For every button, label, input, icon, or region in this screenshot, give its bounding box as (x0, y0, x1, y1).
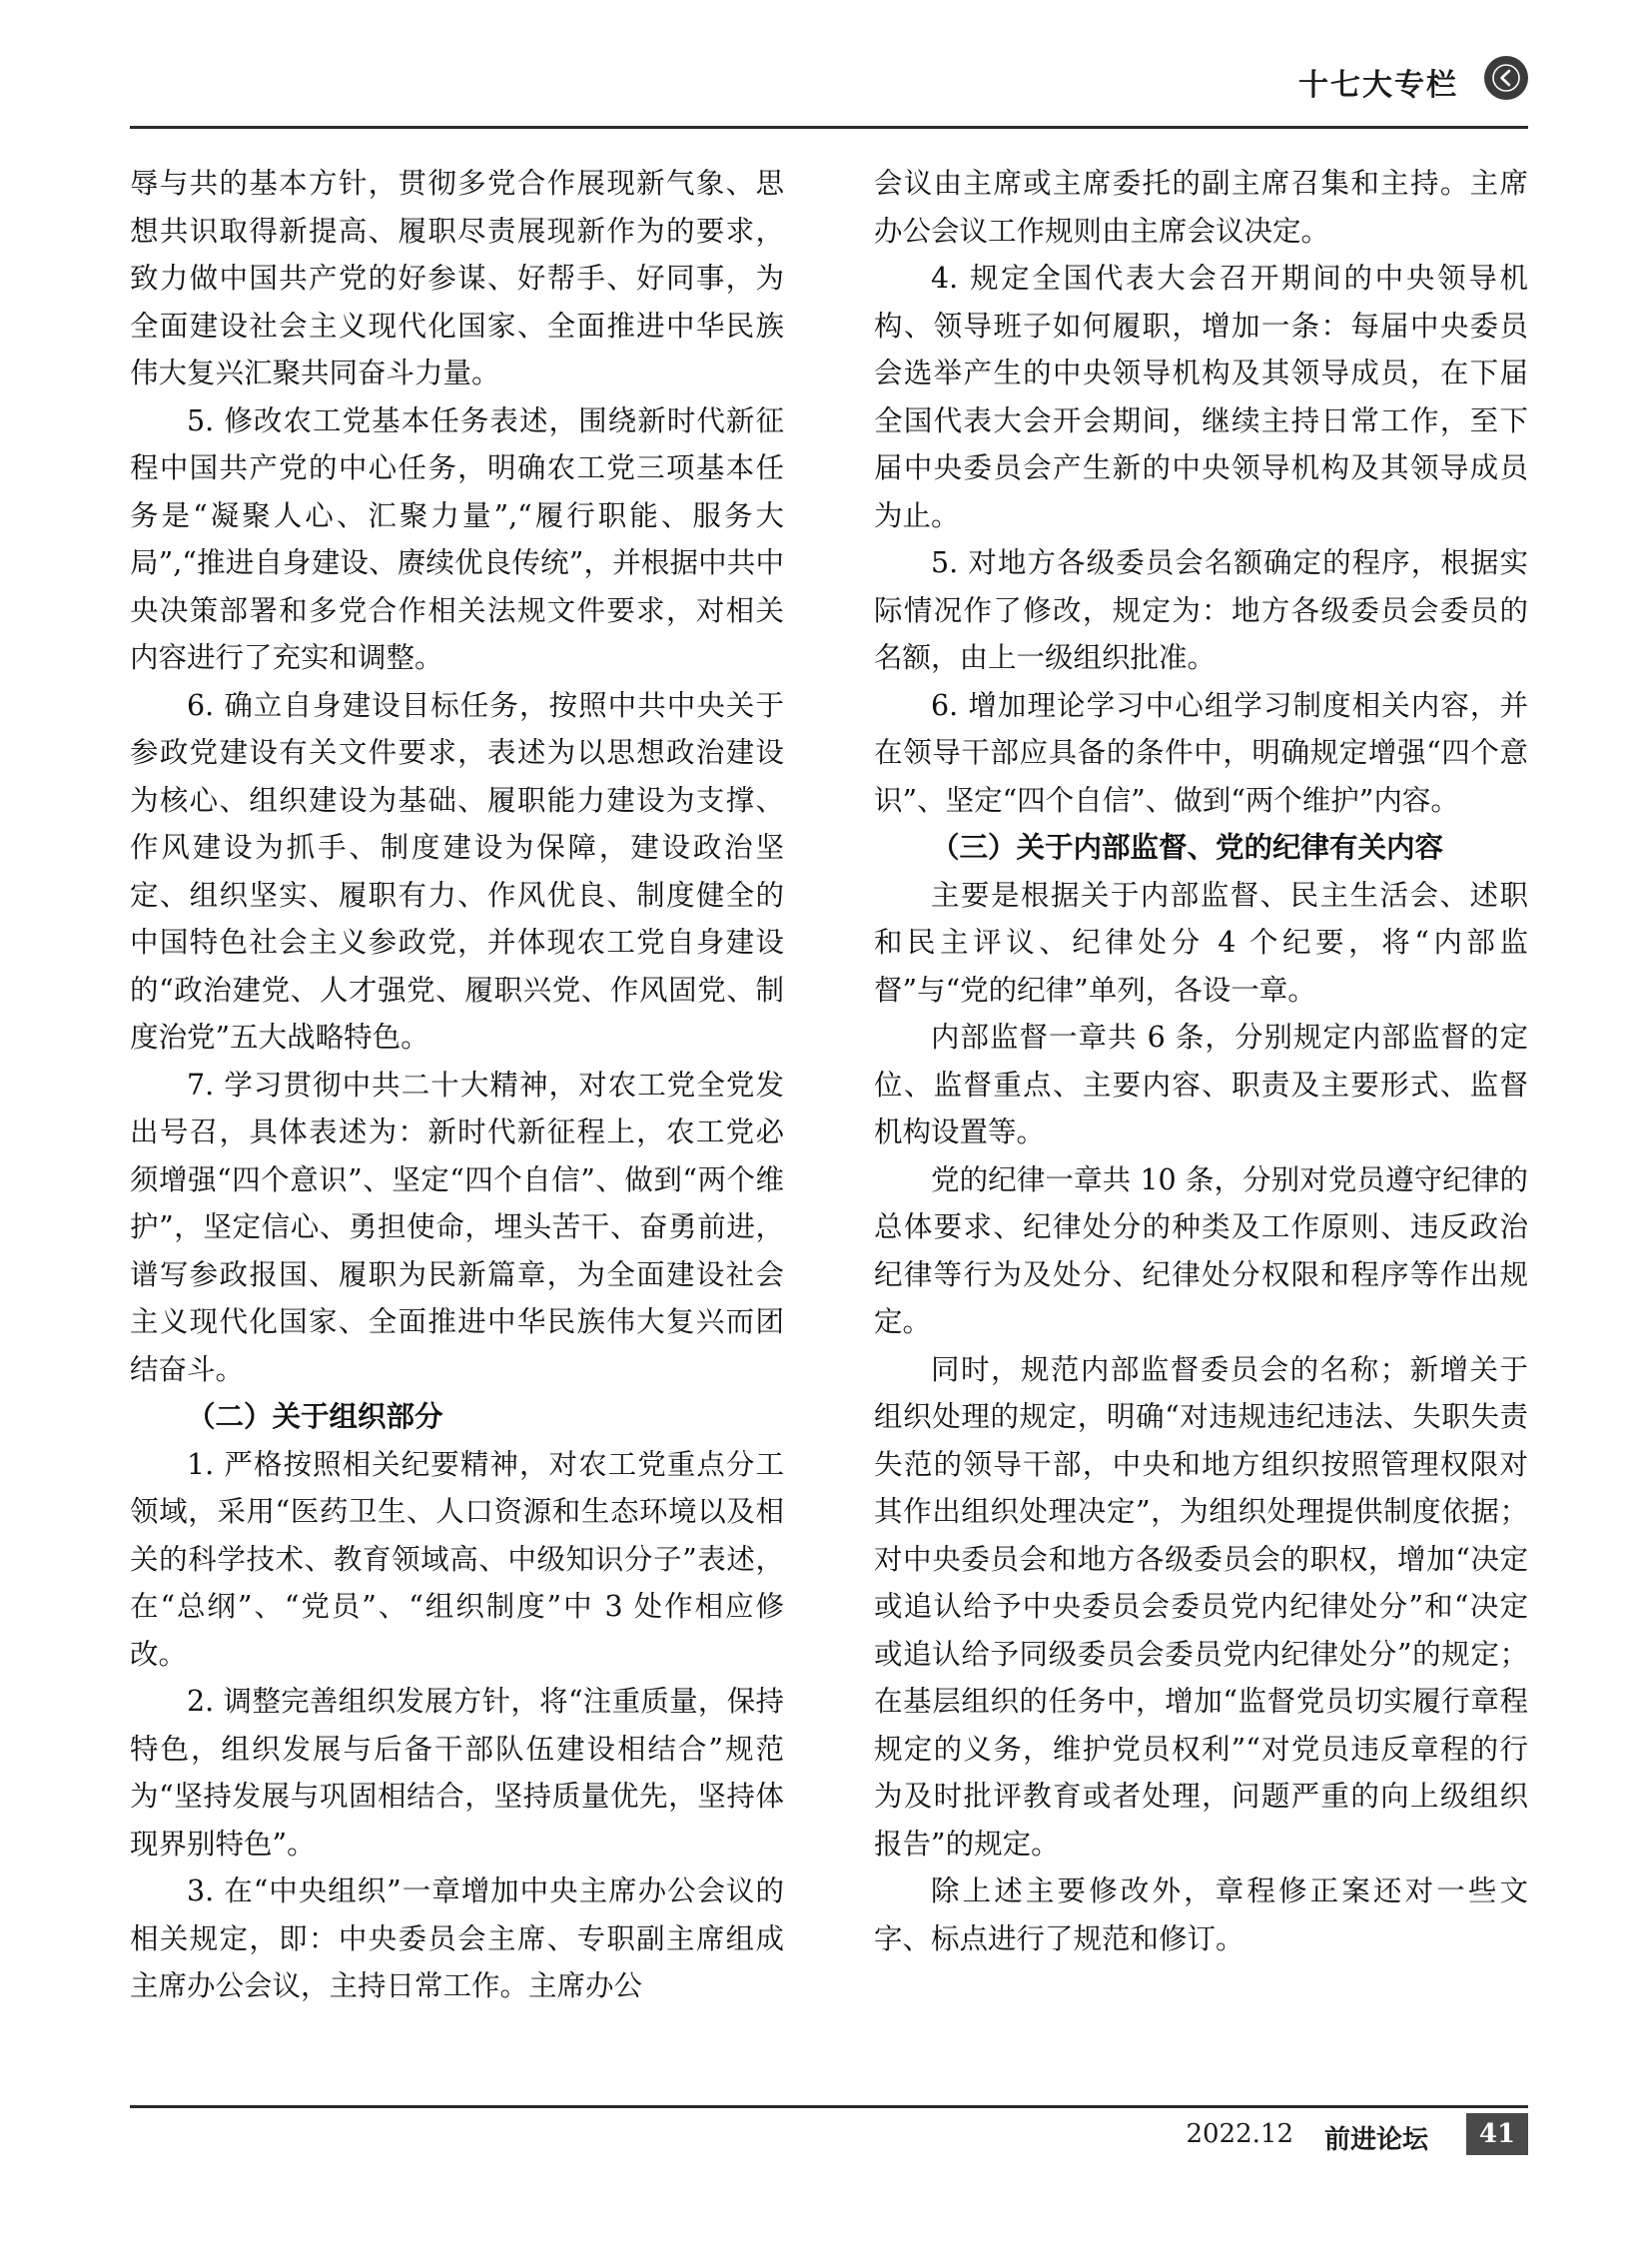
paragraph: 1. 严格按照相关纪要精神，对农工党重点分工领域，采用“医药卫生、人口资源和生态环境以及相关的科学技术、教育领域高、中级知识分子”表述，在“总纲”、“党员”、“组织制度”中 3 处作相应修改。 (130, 1447, 784, 1671)
paragraph: 5. 修改农工党基本任务表述，围绕新时代新征程中国共产党的中心任务，明确农工党三项基本任务是“凝聚人心、汇聚力量”,“履行职能、服务大局”,“推进自身建设、赓续优良传统”，并根据中共中央决策部署和多党合作相关法规文件要求，对相关内容进行了充实和调整。 (130, 403, 784, 674)
right-column (874, 160, 1528, 2087)
paragraph: 内部监督一章共 6 条，分别规定内部监督的定位、监督重点、主要内容、职责及主要形式、监督机构设置等。 (874, 1021, 1528, 1148)
page-footer (130, 2115, 1528, 2175)
section-heading: （二）关于组织部分 (187, 1399, 443, 1433)
paragraph: 2. 调整完善组织发展方针，将“注重质量，保持特色，组织发展与后备干部队伍建设相结合”规范为“坚持发展与巩固相结合，坚持质量优先，坚持体现界别特色”。 (130, 1685, 784, 1861)
article-body (130, 160, 1528, 2087)
footer-divider (130, 2105, 1528, 2108)
paragraph: 党的纪律一章共 10 条，分别对党员遵守纪律的总体要求、纪律处分的种类及工作原则、违反政治纪律等行为及处分、纪律处分权限和程序等作出规定。 (874, 1162, 1528, 1338)
paragraph: 会议由主席或主席委托的副主席召集和主持。主席办公会议工作规则由主席会议决定。 (874, 167, 1528, 248)
paragraph: 5. 对地方各级委员会名额确定的程序，根据实际情况作了修改，规定为：地方各级委员会委员的名额，由上一级组织批准。 (874, 546, 1528, 674)
header-title: 十七大专栏 (1298, 68, 1458, 103)
paragraph: 7. 学习贯彻中共二十大精神，对农工党全党发出号召，具体表述为：新时代新征程上，农工党必须增强“四个意识”、坚定“四个自信”、做到“两个维护”，坚定信心、勇担使命，埋头苦干、奋勇前进，谱写参政报国、履职为民新篇章，为全面建设社会主义现代化国家、全面推进中华民族伟大复兴而团结奋斗。 (130, 1068, 784, 1386)
footer-date: 2022.12 (1186, 2119, 1293, 2149)
footer-journal-name: 前进论坛 (1323, 2125, 1428, 2155)
paragraph: 除上述主要修改外，章程修正案还对一些文字、标点进行了规范和修订。 (874, 1874, 1528, 1955)
circle-back-arrow-icon (1484, 56, 1528, 100)
paragraph: 主要是根据关于内部监督、民主生活会、述职和民主评议、纪律处分 4 个纪要，将“内部监督”与“党的纪律”单列，各设一章。 (874, 878, 1528, 1007)
page-number-badge: 41 (1466, 2113, 1528, 2155)
paragraph: 3. 在“中央组织”一章增加中央主席办公会议的相关规定，即：中央委员会主席、专职副主席组成主席办公会议，主持日常工作。主席办公 (130, 1874, 784, 2002)
paragraph: 辱与共的基本方针，贯彻多党合作展现新气象、思想共识取得新提高、履职尽责展现新作为的要求，致力做中国共产党的好参谋、好帮手、好同事，为全面建设社会主义现代化国家、全面推进中华民族伟大复兴汇聚共同奋斗力量。 (130, 167, 784, 389)
page-header (130, 60, 1528, 130)
paragraph: 6. 确立自身建设目标任务，按照中共中央关于参政党建设有关文件要求，表述为以思想政治建设为核心、组织建设为基础、履职能力建设为支撑、作风建设为抓手、制度建设为保障，建设政治坚定、组织坚实、履职有力、作风优良、制度健全的中国特色社会主义参政党，并体现农工党自身建设的“政治建党、人才强党、履职兴党、作风固党、制度治党”五大战略特色。 (130, 688, 784, 1054)
paragraph: 同时，规范内部监督委员会的名称；新增关于组织处理的规定，明确“对违规违纪违法、失职失责失范的领导干部，中央和地方组织按照管理权限对其作出组织处理决定”，为组织处理提供制度依据；对中央委员会和地方各级委员会的职权，增加“决定或追认给予中央委员会委员党内纪律处分”和“决定或追认给予同级委员会委员党内纪律处分”的规定；在基层组织的任务中，增加“监督党员切实履行章程规定的义务，维护党员权利”“对党员违反章程的行为及时批评教育或者处理，问题严重的向上级组织报告”的规定。 (874, 1352, 1528, 1861)
left-column (130, 160, 784, 2087)
paragraph: 6. 增加理论学习中心组学习制度相关内容，并在领导干部应具备的条件中，明确规定增强“四个意识”、坚定“四个自信”、做到“两个维护”内容。 (874, 688, 1528, 817)
header-divider (130, 126, 1528, 129)
section-heading: （三）关于内部监督、党的纪律有关内容 (931, 830, 1444, 864)
paragraph: 4. 规定全国代表大会召开期间的中央领导机构、领导班子如何履职，增加一条：每届中央委员会选举产生的中央领导机构及其领导成员，在下届全国代表大会开会期间，继续主持日常工作，至下届中央委员会产生新的中央领导机构及其领导成员为止。 (874, 262, 1528, 532)
